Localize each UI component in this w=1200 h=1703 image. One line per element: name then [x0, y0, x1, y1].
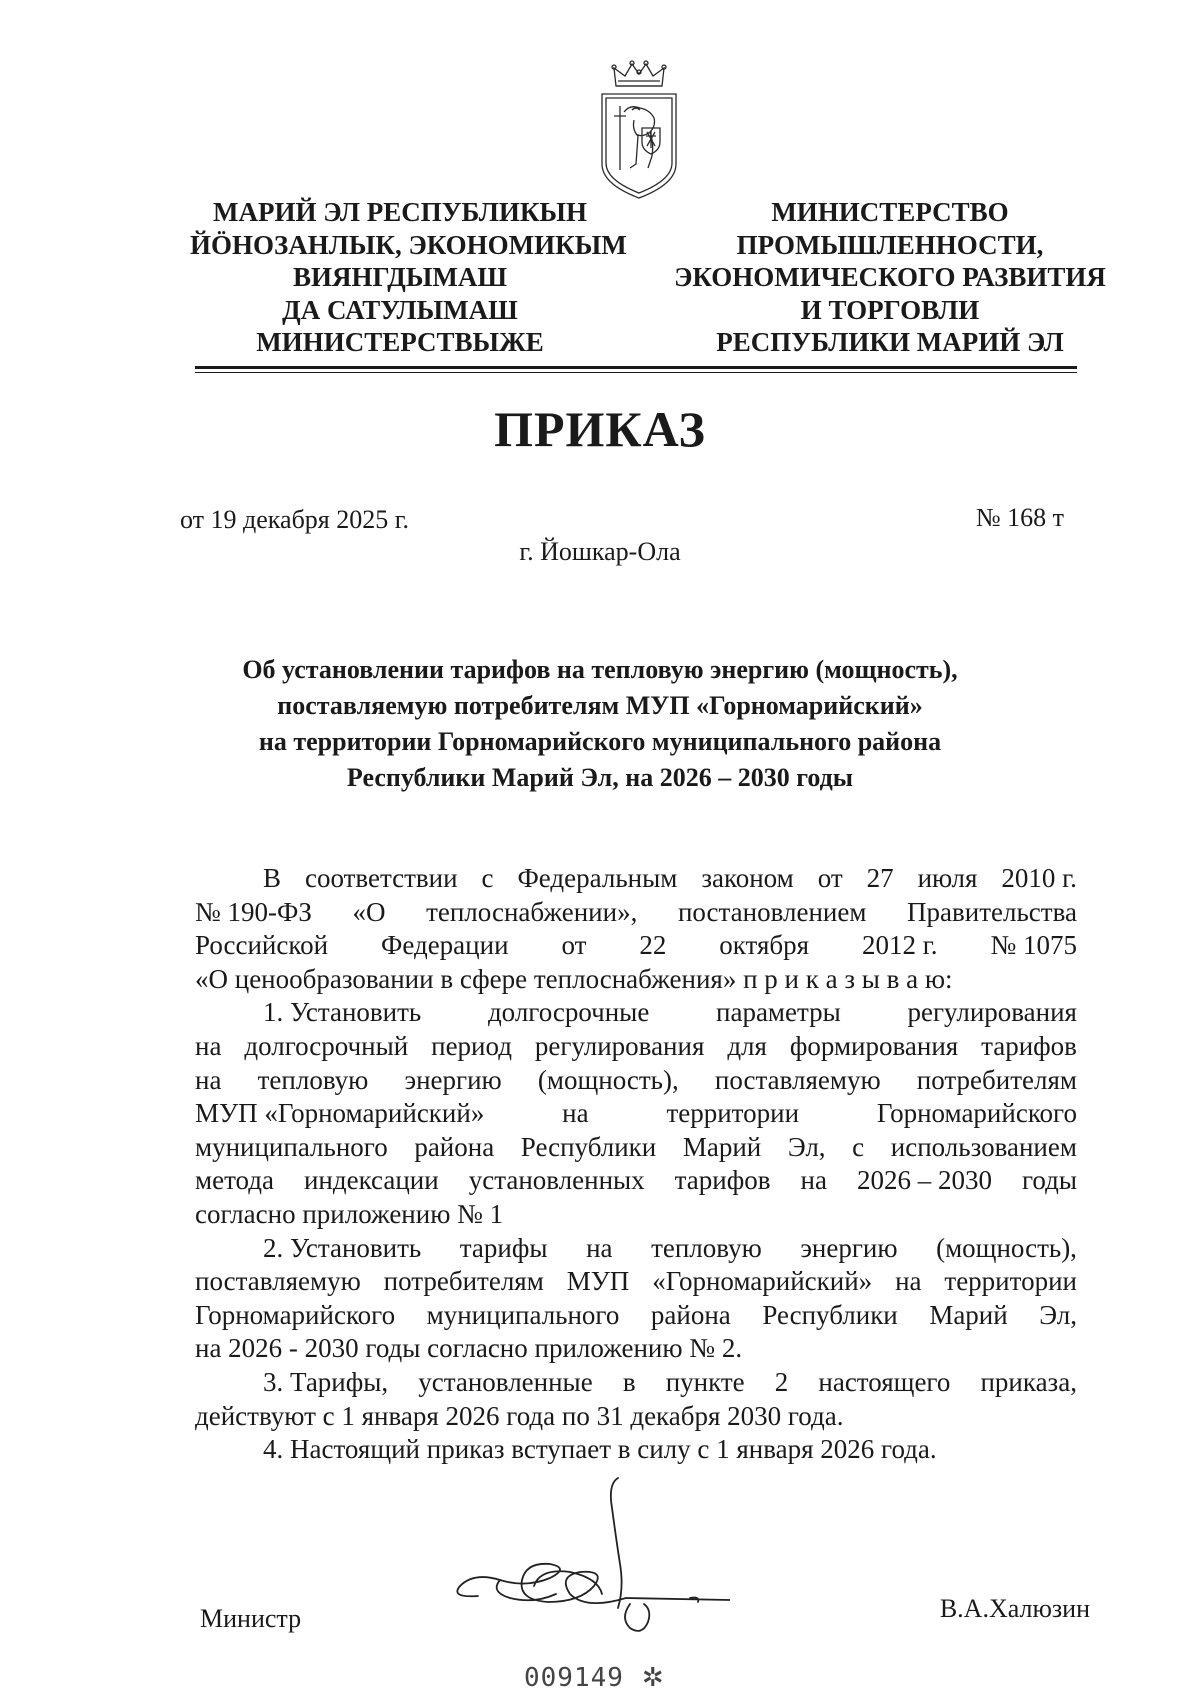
body-line [195, 929, 1077, 963]
body-word: Марий [682, 1131, 762, 1162]
body-word: муниципального [426, 1299, 620, 1330]
body-word: МУП [566, 1266, 630, 1297]
body-line [195, 963, 1077, 997]
handwritten-signature [430, 1468, 730, 1658]
body-line [195, 862, 1077, 896]
body-word: 2010 г. [1001, 863, 1077, 893]
body-word: энергию [404, 1064, 502, 1095]
body-word: № 190-ФЗ [195, 896, 312, 927]
signatory-title: Министр [200, 1604, 302, 1633]
body-word: установленных [468, 1165, 645, 1196]
body-line [195, 1400, 1077, 1434]
header-divider-thin [195, 372, 1077, 373]
body-word: 2012 г. [862, 930, 938, 961]
body-word: долгосрочные [487, 997, 650, 1028]
body-word: поставляемую [195, 1266, 361, 1297]
body-word: тарифов [981, 1030, 1077, 1061]
body-word: Эл, [787, 1131, 826, 1162]
body-word: потребителям [383, 1266, 544, 1297]
body-word: с [852, 1131, 865, 1162]
body-word: 22 [639, 930, 667, 961]
body-word: муниципального [195, 1131, 388, 1162]
body-line [195, 1366, 1077, 1400]
body-line [195, 1164, 1077, 1198]
body-word: потребителям [916, 1064, 1077, 1095]
body-word: Правительства [907, 896, 1077, 927]
body-line [195, 1332, 1077, 1366]
header-left-line: МАРИЙ ЭЛ РЕСПУБЛИКЫН [213, 197, 587, 227]
body-word: поставляемую [714, 1064, 881, 1095]
coat-of-arms-emblem [594, 60, 684, 200]
body-word: Эл, [1039, 1299, 1077, 1330]
subject-line: поставляемую потребителям МУП «Горномарийский» [277, 691, 923, 720]
body-line [195, 996, 1077, 1030]
signatory-name: В.А.Халюзин [939, 1594, 1090, 1623]
body-word: Федеральным [517, 863, 678, 893]
body-word: Российской [195, 930, 329, 961]
body-word: формирования [789, 1030, 959, 1061]
body-word: на [195, 1064, 222, 1095]
body-line [195, 1198, 1077, 1232]
serial-stamp [524, 1663, 704, 1703]
header-left-line: ДА САТУЛЫМАШ [282, 294, 518, 325]
document-title: ПРИКАЗ [494, 401, 706, 457]
header-right-line: И ТОРГОВЛИ [800, 294, 980, 325]
header-left-line: МИНИСТЕРСТВЫЖЕ [256, 327, 544, 357]
body-word: Горномарийского [876, 1098, 1077, 1129]
body-word: законом [701, 863, 794, 893]
body-line [195, 1299, 1077, 1333]
body-word: (мощность), [537, 1064, 679, 1095]
body-word: Марий [929, 1299, 1008, 1330]
body-word: период [431, 1030, 512, 1061]
header-right-block [660, 196, 1120, 359]
body-line [195, 1232, 1077, 1266]
body-word: В [263, 863, 282, 893]
order-city: г. Йошкар-Ола [519, 537, 681, 566]
body-word: июля [917, 863, 978, 893]
body-word: параметры [716, 997, 841, 1028]
body-word: (мощность), [936, 1232, 1077, 1263]
body-word: тарифов [674, 1165, 771, 1196]
body-word: 2. Установить [263, 1232, 422, 1263]
body-word: 27 [866, 863, 894, 893]
order-body [195, 862, 1077, 1467]
body-word: пункте [665, 1366, 745, 1397]
body-word: использованием [890, 1131, 1077, 1162]
body-word: 2026 – 2030 [856, 1165, 992, 1196]
serial-number: 009149 [524, 1663, 624, 1693]
order-date: от 19 декабря 2025 г. [180, 505, 409, 534]
body-word: Республики [520, 1131, 657, 1162]
body-word: 2 [774, 1366, 789, 1397]
asterisk-icon: ✲ [641, 1663, 664, 1692]
body-word: территории [666, 1098, 800, 1129]
body-word: октября [719, 930, 810, 961]
header-left-line: ВИЯНГДЫМАШ [292, 262, 508, 292]
body-word: Горномарийского [195, 1299, 396, 1330]
body-word: тарифы [459, 1232, 548, 1263]
body-word: долгосрочный [244, 1030, 409, 1061]
header-divider-thick [195, 366, 1077, 369]
body-word: на [562, 1098, 589, 1129]
body-word: МУП «Горномарийский» [195, 1098, 485, 1129]
header-right-line: ЭКОНОМИЧЕСКОГО РАЗВИТИЯ [674, 262, 1106, 292]
body-word: энергию [800, 1232, 898, 1263]
header-right-line: МИНИСТЕРСТВО [771, 197, 1009, 227]
body-word: теплоснабжении», [426, 896, 638, 927]
body-line [195, 1433, 1077, 1467]
body-line [195, 1064, 1077, 1098]
body-word: района [650, 1299, 731, 1330]
body-word: Федерации [381, 930, 509, 961]
body-word: в [622, 1366, 636, 1397]
body-word: на [586, 1232, 613, 1263]
header-left-block [190, 196, 627, 359]
body-word: территории [944, 1266, 1077, 1297]
body-word: 3. Тарифы, [263, 1366, 389, 1397]
body-word: индексации [303, 1165, 439, 1196]
body-text: «О ценообразовании в сфере теплоснабжения» [195, 963, 744, 994]
body-word: тепловую [651, 1232, 762, 1263]
body-text: на 2026 - 2030 годы согласно приложению № 2. [195, 1333, 743, 1364]
body-word: № 1075 [990, 930, 1077, 961]
body-word: на [800, 1165, 827, 1196]
body-word: для [727, 1030, 767, 1061]
body-word: района [414, 1131, 495, 1162]
body-word: регулирования [907, 997, 1077, 1028]
header-right-line: ПРОМЫШЛЕННОСТИ, [736, 229, 1044, 260]
body-word: на [895, 1266, 922, 1297]
body-line [195, 1097, 1077, 1131]
body-word: от [561, 930, 587, 961]
body-word: Республики [762, 1299, 898, 1330]
body-word: постановлением [677, 896, 867, 927]
body-text: согласно приложению № 1 [195, 1198, 504, 1229]
order-number: № 168 т [975, 503, 1064, 532]
order-subject [130, 652, 1070, 796]
subject-line: на территории Горномарийского муниципального района [258, 727, 942, 756]
body-word: «Горномарийский» [652, 1266, 873, 1297]
body-word: тепловую [257, 1064, 369, 1095]
body-word: на [195, 1030, 222, 1061]
subject-line: Республики Марий Эл, на 2026 – 2030 годы [346, 763, 854, 792]
body-word: настоящего [818, 1366, 951, 1397]
body-text: 4. Настоящий приказ вступает в силу с 1 января 2026 года. [263, 1434, 937, 1465]
body-line [195, 1131, 1077, 1165]
header-left-line: ЙӦНОЗАНЛЫК, ЭКОНОМИКЫМ [190, 229, 627, 260]
body-word: годы [1021, 1165, 1077, 1196]
body-text-spaced: п р и к а з ы в а ю: [743, 963, 953, 994]
body-word: 1. Установить [263, 997, 422, 1028]
header-right-line: РЕСПУБЛИКИ МАРИЙ ЭЛ [716, 327, 1064, 357]
body-word: от [817, 863, 843, 893]
body-word: соответствии [304, 863, 458, 893]
body-line [195, 1265, 1077, 1299]
body-word: регулирования [534, 1030, 705, 1061]
subject-line: Об установлении тарифов на тепловую энергию (мощность), [242, 655, 958, 684]
body-line [195, 896, 1077, 930]
body-text: действуют с 1 января 2026 года по 31 декабря 2030 года. [195, 1400, 844, 1431]
body-word: приказа, [980, 1366, 1077, 1397]
body-word: установленные [418, 1366, 593, 1397]
body-word: «О [352, 896, 386, 927]
body-word: метода [195, 1165, 274, 1196]
body-word: с [481, 863, 494, 893]
body-line [195, 1030, 1077, 1064]
